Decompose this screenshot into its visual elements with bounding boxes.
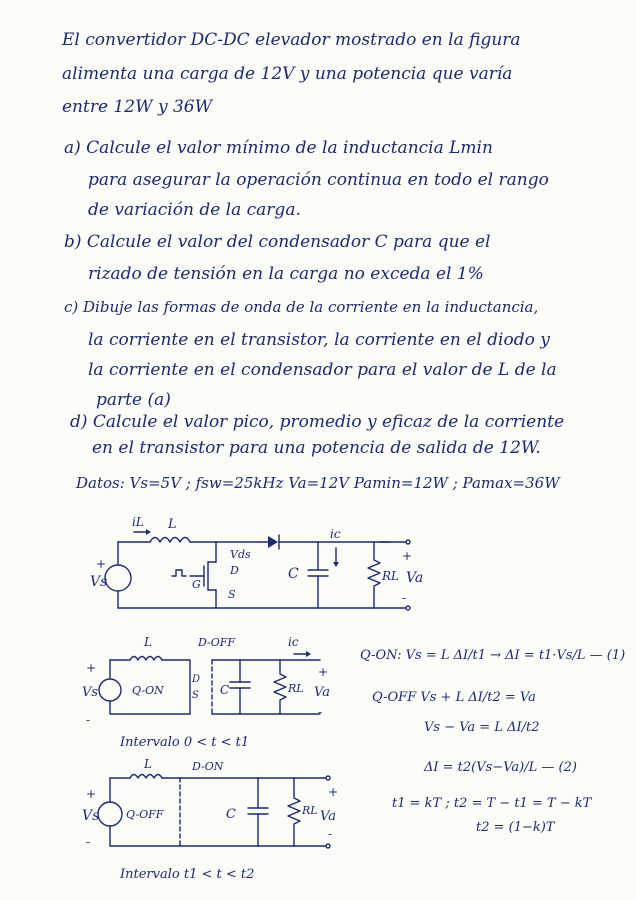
on-label-plus: + <box>86 661 97 675</box>
off-label-out-minus: - <box>328 827 333 841</box>
label-Vs: Vs <box>90 574 108 590</box>
statement-line-3: entre 12W y 36W <box>62 97 213 117</box>
on-caption: Intervalo 0 < t < t1 <box>120 735 250 750</box>
label-Va: Va <box>406 570 424 586</box>
part-d-line-1: d) Calcule el valor pico, promedio y eficaz de la corriente <box>70 412 565 432</box>
on-label-L: L <box>144 635 152 649</box>
on-label-RL: RL <box>288 682 304 695</box>
off-label-C: C <box>226 807 236 822</box>
label-Vds: Vds <box>230 548 251 561</box>
off-label-Va: Va <box>320 809 336 824</box>
inductor-symbol <box>150 538 190 543</box>
part-a-line-3: de variación de la carga. <box>88 200 301 220</box>
equation-q-off: Q-OFF Vs + L ΔI/t2 = Va <box>372 690 536 705</box>
off-label-L: L <box>144 757 152 771</box>
part-c-line-3: la corriente en el condensador para el valor de L de la <box>88 360 557 380</box>
off-label-Vs: Vs <box>82 808 100 824</box>
part-a-line-2: para asegurar la operación continua en todo el rango <box>88 170 549 190</box>
label-L: L <box>168 517 177 532</box>
label-C: C <box>288 566 299 582</box>
boost-converter-circuit <box>80 514 440 624</box>
on-label-doff: D-OFF <box>198 636 236 649</box>
diode-symbol <box>268 536 278 548</box>
on-label-Vs: Vs <box>82 685 99 700</box>
on-label-minus: - <box>86 713 91 727</box>
off-label-don: D-ON <box>192 760 224 773</box>
on-label-C: C <box>220 683 230 697</box>
off-label-plus: + <box>86 787 97 801</box>
q-off-interval-circuit <box>80 756 350 886</box>
part-b-line-2: rizado de tensión en la carga no exceda el 1% <box>88 264 484 284</box>
voltage-source-symbol <box>105 565 131 591</box>
label-ic: ic <box>330 527 341 541</box>
label-G: G <box>192 578 201 591</box>
statement-line-1: El convertidor DC-DC elevador mostrado en la figura <box>62 30 521 50</box>
equation-t1-t2: t1 = kT ; t2 = T − t1 = T − kT <box>392 796 592 811</box>
equation-vs-minus-va: Vs − Va = L ΔI/t2 <box>424 720 540 735</box>
on-label-D: D <box>192 674 201 685</box>
off-caption: Intervalo t1 < t < t2 <box>120 867 255 882</box>
label-out-minus: - <box>402 591 407 605</box>
on-label-out-minus: - <box>318 705 323 719</box>
off-label-RL: RL <box>302 804 318 817</box>
off-label-out-plus: + <box>328 785 339 799</box>
load-resistor-symbol <box>368 542 380 608</box>
label-plus: + <box>96 557 107 571</box>
part-d-line-2: en el transistor para una potencia de salida de 12W. <box>92 438 541 458</box>
q-on-interval-circuit <box>80 632 350 752</box>
label-D: D <box>230 564 239 577</box>
label-out-plus: + <box>402 549 413 563</box>
equation-delta-i: ΔI = t2(Vs−Va)/L — (2) <box>424 760 577 775</box>
label-RL: RL <box>382 569 400 583</box>
label-S: S <box>228 588 236 601</box>
on-label-out-plus: + <box>318 665 329 679</box>
on-label-S: S <box>192 690 199 701</box>
label-iL: iL <box>132 515 144 529</box>
equation-t2: t2 = (1−k)T <box>476 820 555 835</box>
part-b-line-1: b) Calcule el valor del condensador C para que el <box>64 232 491 252</box>
part-c-line-4: parte (a) <box>96 390 171 410</box>
on-label-ic: ic <box>288 635 299 649</box>
given-data: Datos: Vs=5V ; fsw=25kHz Va=12V Pamin=12W ; Pamax=36W <box>76 474 560 492</box>
off-label-qoff: Q-OFF <box>126 808 164 821</box>
on-label-qon: Q-ON <box>132 684 164 697</box>
part-c-line-1: c) Dibuje las formas de onda de la corriente en la inductancia, <box>64 298 539 316</box>
part-c-line-2: la corriente en el transistor, la corriente en el diodo y <box>88 330 550 350</box>
equation-q-on: Q-ON: Vs = L ΔI/t1 → ΔI = t1·Vs/L — (1) <box>360 648 626 663</box>
off-label-minus: - <box>86 835 91 849</box>
part-a-line-1: a) Calcule el valor mínimo de la inductancia Lmin <box>64 138 493 158</box>
on-label-Va: Va <box>314 685 330 700</box>
statement-line-2: alimenta una carga de 12V y una potencia que varía <box>62 64 513 84</box>
